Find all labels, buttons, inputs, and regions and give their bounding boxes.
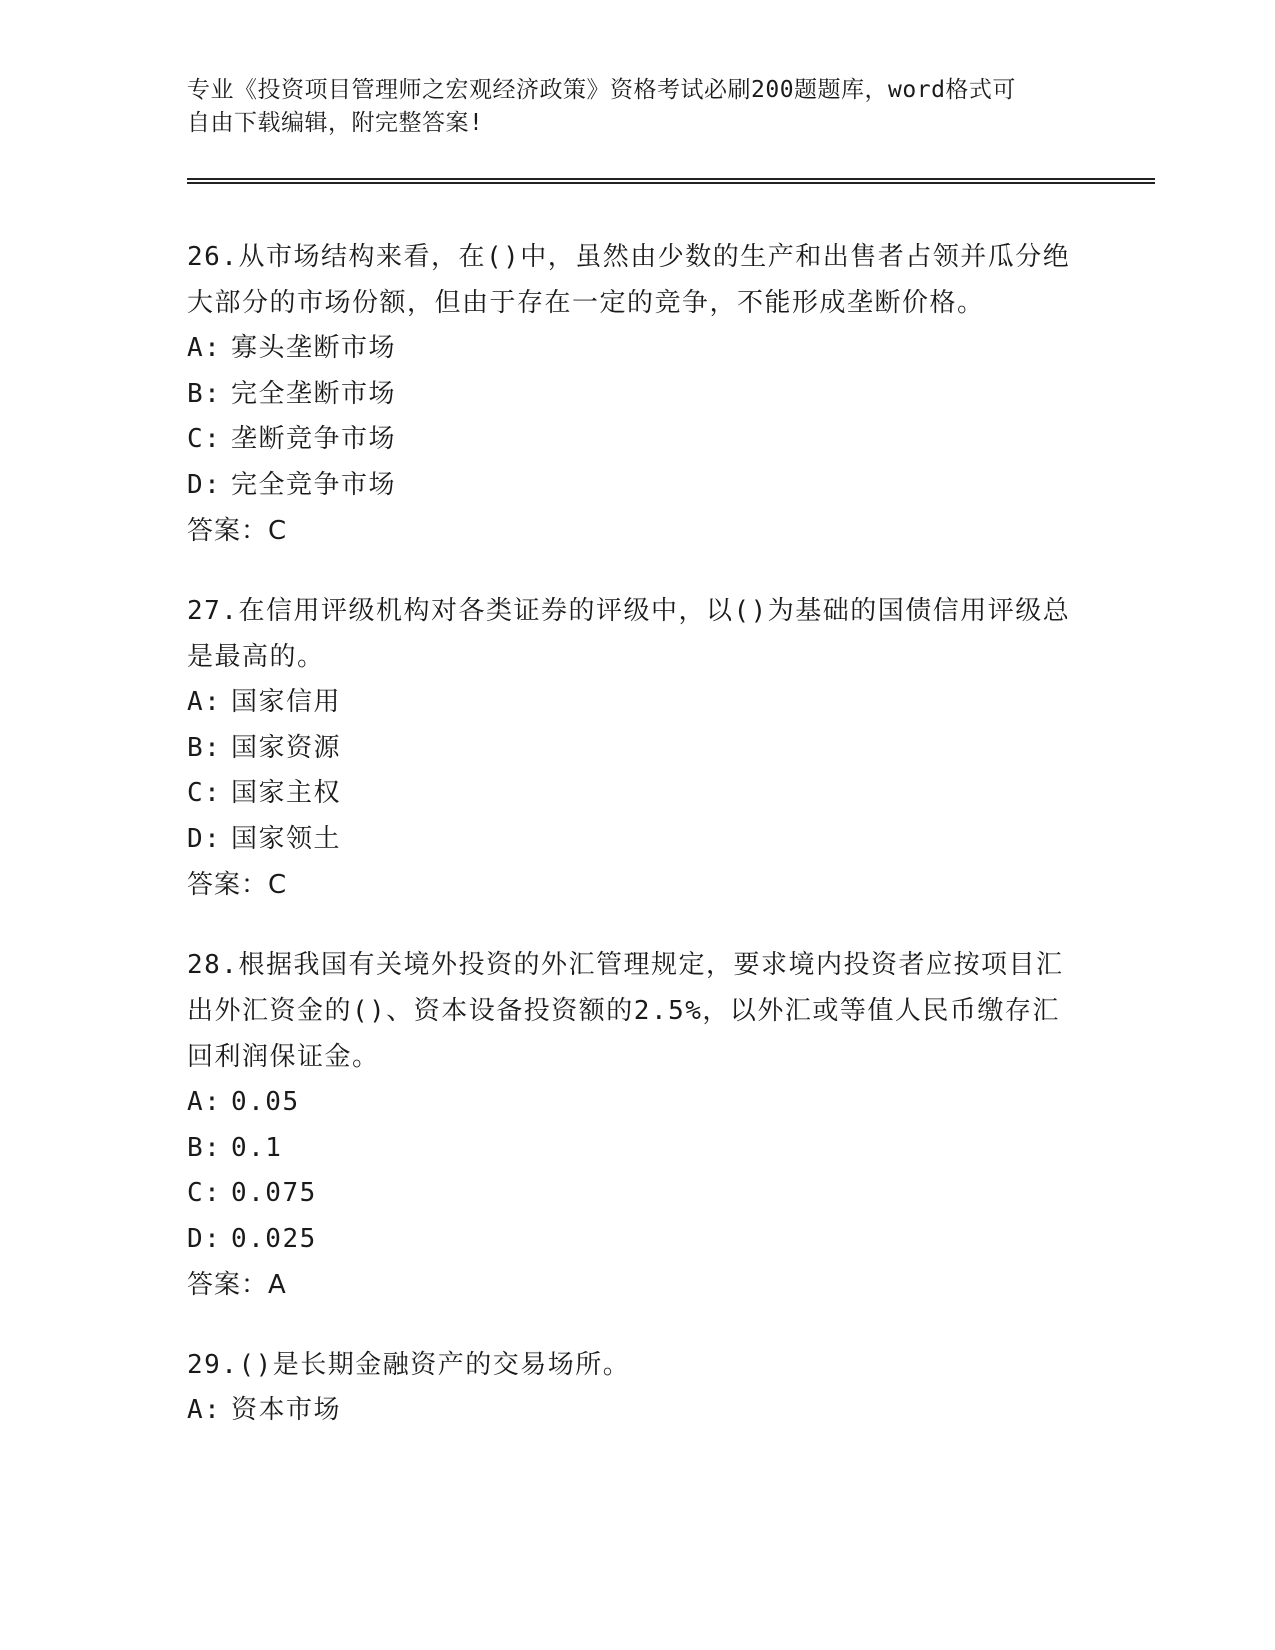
question-text: 29.()是长期金融资产的交易场所。 bbox=[187, 1350, 631, 1380]
question-text: 27.在信用评级机构对各类证券的评级中，以()为基础的国债信用评级总是最高的。 bbox=[187, 596, 1071, 672]
option-value: 国家信用 bbox=[231, 687, 342, 717]
option-c bbox=[187, 771, 1087, 817]
question-text: 28.根据我国有关境外投资的外汇管理规定，要求境内投资者应按项目汇出外汇资金的()、资本设备投资额的2.5%，以外汇或等值人民币缴存汇回利润保证金。 bbox=[187, 950, 1064, 1072]
option-key: B: bbox=[187, 1132, 222, 1163]
option-value: 垄断竞争市场 bbox=[231, 424, 397, 454]
option-value: 0.1 bbox=[231, 1132, 283, 1163]
answer-line: 答案：A bbox=[187, 1270, 287, 1300]
option-d bbox=[187, 817, 1087, 863]
option-c bbox=[187, 417, 1087, 463]
option-value: 寡头垄断市场 bbox=[231, 333, 397, 363]
option-b bbox=[187, 372, 1087, 418]
answer-line: 答案：C bbox=[187, 516, 288, 546]
option-d bbox=[187, 1217, 1087, 1263]
option-value: 资本市场 bbox=[231, 1395, 342, 1425]
option-a bbox=[187, 1080, 1087, 1126]
option-a bbox=[187, 1388, 1087, 1434]
header-line-1: 专业《投资项目管理师之宏观经济政策》资格考试必刷200题题库，word格式可 bbox=[187, 77, 1016, 103]
option-key: A: bbox=[187, 333, 222, 363]
option-key: C: bbox=[187, 424, 222, 454]
option-value: 国家主权 bbox=[231, 778, 342, 808]
question-29 bbox=[187, 1342, 1087, 1434]
option-value: 0.075 bbox=[231, 1178, 317, 1208]
header-divider bbox=[187, 178, 1155, 184]
option-value: 0.05 bbox=[231, 1087, 300, 1117]
option-key: B: bbox=[187, 732, 222, 763]
option-key: C: bbox=[187, 1178, 222, 1208]
option-key: C: bbox=[187, 778, 222, 808]
option-a bbox=[187, 680, 1087, 726]
option-c bbox=[187, 1171, 1087, 1217]
question-text: 26.从市场结构来看，在()中，虽然由少数的生产和出售者占领并瓜分绝大部分的市场份额，但由于存在一定的竞争，不能形成垄断价格。 bbox=[187, 242, 1071, 318]
option-value: 完全竞争市场 bbox=[231, 469, 397, 500]
option-key: A: bbox=[187, 1395, 222, 1425]
question-28 bbox=[187, 942, 1087, 1308]
option-b bbox=[187, 1126, 1087, 1172]
option-key: B: bbox=[187, 378, 222, 409]
question-26 bbox=[187, 234, 1087, 554]
option-value: 完全垄断市场 bbox=[231, 378, 397, 409]
question-27 bbox=[187, 588, 1087, 908]
option-key: A: bbox=[187, 1087, 222, 1117]
option-key: D: bbox=[187, 823, 222, 854]
option-key: D: bbox=[187, 469, 222, 500]
header-line-2: 自由下载编辑，附完整答案! bbox=[187, 110, 484, 136]
option-key: A: bbox=[187, 687, 222, 717]
answer-line: 答案：C bbox=[187, 870, 288, 900]
option-d bbox=[187, 463, 1087, 509]
option-a bbox=[187, 326, 1087, 372]
option-value: 国家领土 bbox=[231, 823, 342, 854]
question-list bbox=[187, 234, 1087, 1468]
option-key: D: bbox=[187, 1223, 222, 1254]
option-b bbox=[187, 726, 1087, 772]
page-header bbox=[187, 74, 1067, 140]
option-value: 0.025 bbox=[231, 1223, 317, 1254]
option-value: 国家资源 bbox=[231, 732, 342, 763]
